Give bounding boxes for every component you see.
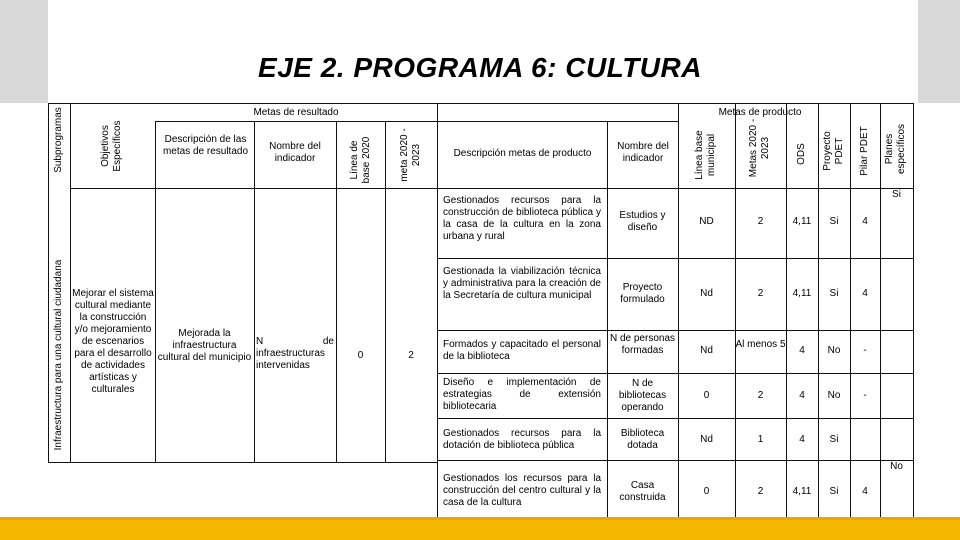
row-linea-base: ND xyxy=(699,216,714,227)
header-metas-resultado: Metas de resultado xyxy=(253,107,339,118)
row-ods: 4 xyxy=(799,345,805,356)
row-pdet: Si xyxy=(829,288,839,299)
row-meta: 2 xyxy=(757,288,764,299)
row-meta: 1 xyxy=(757,434,764,445)
row-linea-base: Nd xyxy=(700,345,713,356)
row-description: Gestionados recursos para la dotación de biblioteca pública xyxy=(443,428,601,451)
row-pilar: 4 xyxy=(862,288,868,299)
header-linea-base-resultado: Línea de base 2020 xyxy=(349,136,372,184)
row-pdet: Si xyxy=(829,486,839,497)
row-description: Formados y capacitado el personal de la biblioteca xyxy=(443,339,601,362)
row-planes: Si xyxy=(892,189,901,200)
row-description: Gestionados los recursos para la construcción del centro cultural y la casa de la cultura xyxy=(443,473,601,508)
header-ods: ODS xyxy=(796,143,807,165)
resultado-descripcion-cell: Mejorada la infraestructura cultural del municipio xyxy=(157,328,252,363)
row-planes: No xyxy=(890,461,903,472)
header-planes-especificos: Planes específicos xyxy=(884,123,907,175)
row-pilar: - xyxy=(863,345,867,356)
row-pdet: Si xyxy=(829,216,839,227)
row-indicator: Proyecto formulado xyxy=(620,282,665,305)
row-ods: 4,11 xyxy=(792,288,812,299)
row-indicator: Estudios y diseño xyxy=(619,210,666,233)
row-linea-base: 0 xyxy=(703,390,710,401)
header-desc-metas-producto: Descripción metas de producto xyxy=(453,148,592,159)
row-meta: 2 xyxy=(757,216,764,227)
row-pdet: No xyxy=(827,390,841,401)
row-pilar: 4 xyxy=(862,486,868,497)
row-indicator: Casa construida xyxy=(619,480,666,503)
header-proyecto-pdet: Proyecto PDET xyxy=(822,131,845,171)
header-objetivos: Objetivos Específicos xyxy=(100,120,123,172)
row-ods: 4 xyxy=(799,434,805,445)
row-indicator: Biblioteca dotada xyxy=(620,428,665,451)
row-ods: 4,11 xyxy=(792,216,812,227)
header-meta-resultado: meta 2020 - 2023 xyxy=(399,128,422,182)
row-meta: Al menos 5 xyxy=(735,339,786,350)
row-linea-base: Nd xyxy=(700,288,713,299)
row-pilar: 4 xyxy=(862,216,868,227)
objetivo-cell: Mejorar el sistema cultural mediante la construcción y/o mejoramiento de escenarios para el desarrollo de actividades artísticas y culturales xyxy=(72,288,154,395)
row-ods: 4,11 xyxy=(792,486,812,497)
row-indicator: N de personas formadas xyxy=(609,333,676,356)
row-ods: 4 xyxy=(799,390,805,401)
row-linea-base: Nd xyxy=(700,434,713,445)
row-indicator: N de bibliotecas operando xyxy=(618,378,667,413)
row-description: Diseño e implementación de estrategias de extensión bibliotecaria xyxy=(443,377,601,412)
footer-bar xyxy=(0,517,960,540)
header-subprogramas: Subprogramas xyxy=(53,107,64,173)
row-meta: 2 xyxy=(757,390,764,401)
row-linea-base: 0 xyxy=(703,486,710,497)
header-pilar-pdet: Pilar PDET xyxy=(859,126,870,176)
header-nombre-indicador-producto: Nombre del indicador xyxy=(617,141,669,164)
row-description: Gestionados recursos para la construcción de biblioteca pública y la casa de la cultura en la zona urbana y rural xyxy=(443,195,601,242)
row-pdet: Si xyxy=(829,434,839,445)
header-metas-producto-valor: Metas 2020 - 2023 xyxy=(748,118,771,178)
header-linea-base-producto: Línea base municipal xyxy=(694,130,717,180)
subprograma-cell: Infraestructura para una cultural ciudadana xyxy=(53,259,64,451)
resultado-indicador-cell: N de infraestructuras intervenidas xyxy=(256,336,334,371)
header-metas-producto: Metas de producto xyxy=(718,107,802,118)
row-pdet: No xyxy=(827,345,841,356)
resultado-linea-base-cell: 0 xyxy=(357,350,364,361)
header-desc-metas-resultado: Descripción de las metas de resultado xyxy=(162,134,249,157)
header-nombre-indicador-resultado: Nombre del indicador xyxy=(269,141,321,164)
page-title: EJE 2. PROGRAMA 6: CULTURA xyxy=(258,52,702,83)
row-meta: 2 xyxy=(757,486,764,497)
row-pilar: - xyxy=(863,390,867,401)
row-description: Gestionada la viabilización técnica y administrativa para la creación de la Secretaría de cultura municipal xyxy=(443,266,601,301)
resultado-meta-cell: 2 xyxy=(408,350,414,361)
